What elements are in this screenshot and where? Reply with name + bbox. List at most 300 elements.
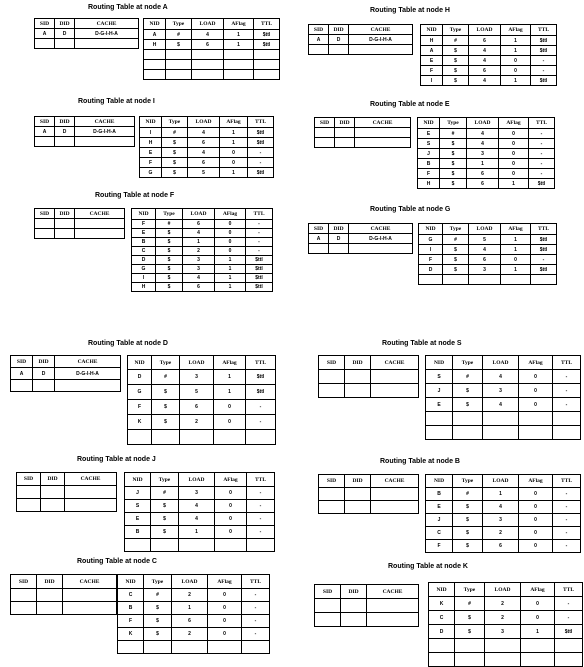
routing-cell: # <box>152 370 180 385</box>
routing-cell <box>192 70 224 80</box>
routing-cell: 0 <box>208 589 242 602</box>
cache-header: DID <box>345 356 371 370</box>
routing-cell: E <box>132 229 156 238</box>
cache-cell <box>345 501 371 514</box>
routing-cell <box>179 539 215 552</box>
routing-cell: 4 <box>188 148 220 158</box>
routing-cell <box>455 639 485 653</box>
routing-cell: H <box>421 36 443 46</box>
routing-cell <box>214 430 246 445</box>
routing-cell: $ttl <box>254 30 280 40</box>
node-c-cache-table <box>10 574 117 615</box>
routing-cell: 6 <box>188 158 220 168</box>
cache-cell <box>335 138 355 148</box>
routing-cell: $ttl <box>254 40 280 50</box>
routing-cell: H <box>132 283 156 292</box>
routing-cell: $ <box>156 256 183 265</box>
node-j-title: Routing Table at node J <box>77 456 156 463</box>
cache-header: SID <box>315 585 341 599</box>
cache-cell <box>35 137 55 147</box>
routing-header: AFlag <box>215 209 246 220</box>
node-i-cache-table <box>34 116 135 147</box>
node-c-routing-table <box>117 574 270 654</box>
routing-cell: $ttl <box>246 385 276 400</box>
routing-cell <box>224 60 254 70</box>
routing-header: AFlag <box>224 19 254 30</box>
routing-cell: - <box>246 400 276 415</box>
routing-header: AFlag <box>214 356 246 370</box>
routing-cell: 4 <box>483 398 519 412</box>
routing-cell: I <box>132 274 156 283</box>
routing-cell: $ <box>453 384 483 398</box>
routing-cell: - <box>529 169 555 179</box>
routing-cell: 0 <box>519 398 553 412</box>
routing-cell: 3 <box>485 625 521 639</box>
routing-cell: 2 <box>180 415 214 430</box>
routing-header: NID <box>128 356 152 370</box>
routing-header: LOAD <box>179 473 215 487</box>
routing-cell: 0 <box>220 158 248 168</box>
routing-cell: $ttl <box>246 265 273 274</box>
routing-cell: $ttl <box>531 235 557 245</box>
routing-cell: S <box>125 500 151 513</box>
routing-cell: 2 <box>485 597 521 611</box>
routing-cell: I <box>140 128 162 138</box>
routing-cell: 2 <box>172 628 208 641</box>
routing-cell: D <box>429 625 455 639</box>
node-d-title: Routing Table at node D <box>88 340 168 347</box>
routing-cell: E <box>426 501 453 514</box>
cache-cell: D-G-I-H-A <box>349 35 413 45</box>
routing-cell: H <box>418 179 440 189</box>
cache-header: SID <box>17 473 41 486</box>
routing-cell: 4 <box>469 46 501 56</box>
routing-header: TTL <box>555 583 583 597</box>
routing-header: TTL <box>248 117 274 128</box>
routing-cell: # <box>162 128 188 138</box>
routing-cell: 6 <box>469 255 501 265</box>
node-c-title: Routing Table at node C <box>77 558 157 565</box>
routing-header: TTL <box>246 356 276 370</box>
cache-cell <box>35 219 55 229</box>
routing-cell: $ <box>162 158 188 168</box>
routing-header: LOAD <box>192 19 224 30</box>
routing-cell: $ <box>443 265 469 275</box>
routing-cell: H <box>140 138 162 148</box>
node-s-routing-table <box>425 355 581 440</box>
routing-cell: 0 <box>499 159 529 169</box>
routing-cell: 2 <box>183 247 215 256</box>
routing-cell: - <box>553 398 581 412</box>
cache-cell <box>349 244 413 254</box>
routing-cell: 0 <box>519 527 553 540</box>
routing-cell: # <box>443 235 469 245</box>
node-f-title: Routing Table at node F <box>95 192 175 199</box>
routing-header: TTL <box>531 224 557 235</box>
routing-cell: A <box>421 46 443 56</box>
routing-cell: J <box>426 384 453 398</box>
cache-cell <box>75 137 135 147</box>
routing-cell: E <box>418 129 440 139</box>
routing-cell: C <box>429 611 455 625</box>
cache-cell: A <box>309 234 329 244</box>
cache-cell <box>319 370 345 384</box>
routing-header: Type <box>453 356 483 370</box>
cache-cell: A <box>309 35 329 45</box>
routing-cell <box>426 412 453 426</box>
routing-cell: B <box>125 526 151 539</box>
cache-cell: D <box>55 29 75 39</box>
cache-cell <box>355 138 411 148</box>
routing-cell: $ttl <box>246 256 273 265</box>
cache-cell <box>371 384 419 398</box>
routing-cell: $ <box>144 602 172 615</box>
cache-header: SID <box>319 475 345 488</box>
cache-header: SID <box>35 19 55 29</box>
routing-header: LOAD <box>172 575 208 589</box>
routing-cell: C <box>132 247 156 256</box>
routing-cell: E <box>426 398 453 412</box>
cache-cell <box>11 602 37 615</box>
routing-cell: $ <box>453 514 483 527</box>
routing-cell: $ <box>453 540 483 553</box>
routing-cell: E <box>140 148 162 158</box>
cache-header: CACHE <box>371 475 419 488</box>
routing-cell <box>429 653 455 667</box>
routing-cell: 0 <box>499 139 529 149</box>
routing-cell <box>215 539 247 552</box>
routing-cell: B <box>418 159 440 169</box>
routing-cell: - <box>247 487 275 500</box>
routing-cell: $ <box>156 238 183 247</box>
cache-cell <box>345 488 371 501</box>
routing-cell: 6 <box>183 283 215 292</box>
routing-cell: 4 <box>467 139 499 149</box>
routing-cell: 6 <box>192 40 224 50</box>
routing-cell: - <box>247 526 275 539</box>
routing-cell: $ <box>455 611 485 625</box>
cache-header: SID <box>35 209 55 219</box>
cache-header: DID <box>55 209 75 219</box>
routing-cell: $ <box>152 400 180 415</box>
cache-header: DID <box>335 118 355 128</box>
routing-header: Type <box>453 475 483 488</box>
routing-cell: F <box>418 169 440 179</box>
routing-cell <box>166 50 192 60</box>
routing-cell: - <box>553 540 581 553</box>
routing-cell: F <box>421 66 443 76</box>
routing-cell <box>521 639 555 653</box>
routing-cell: $ <box>443 245 469 255</box>
routing-cell: - <box>242 589 270 602</box>
routing-cell: J <box>125 487 151 500</box>
routing-cell: $ <box>152 385 180 400</box>
routing-cell <box>151 539 179 552</box>
cache-cell <box>75 229 125 239</box>
node-k-cache-table <box>314 584 419 627</box>
routing-cell: $ <box>166 40 192 50</box>
routing-cell <box>208 641 242 654</box>
routing-cell: S <box>426 370 453 384</box>
routing-cell: 0 <box>215 238 246 247</box>
routing-cell <box>426 426 453 440</box>
routing-cell <box>125 539 151 552</box>
routing-header: NID <box>118 575 144 589</box>
routing-cell: - <box>531 66 557 76</box>
routing-cell: $ttl <box>531 265 557 275</box>
routing-header: TTL <box>529 118 555 129</box>
routing-cell: 4 <box>179 500 215 513</box>
routing-cell: J <box>418 149 440 159</box>
routing-cell: $ttl <box>246 274 273 283</box>
cache-cell <box>315 128 335 138</box>
routing-cell: 1 <box>501 245 531 255</box>
routing-header: TTL <box>531 25 557 36</box>
routing-cell: $ <box>455 625 485 639</box>
routing-cell: - <box>246 238 273 247</box>
cache-cell <box>35 39 55 49</box>
cache-cell <box>55 380 121 392</box>
routing-cell: F <box>128 400 152 415</box>
routing-cell: F <box>118 615 144 628</box>
cache-header: CACHE <box>75 209 125 219</box>
routing-cell: $ <box>152 415 180 430</box>
routing-cell: $ <box>453 398 483 412</box>
cache-header: DID <box>341 585 367 599</box>
routing-cell: 3 <box>183 256 215 265</box>
routing-cell: - <box>529 129 555 139</box>
node-a-cache-table <box>34 18 139 49</box>
cache-header: SID <box>35 117 55 127</box>
routing-cell: 4 <box>483 501 519 514</box>
routing-cell <box>453 412 483 426</box>
node-b-cache-table <box>318 474 419 514</box>
routing-cell <box>144 641 172 654</box>
cache-header: CACHE <box>349 25 413 35</box>
routing-header: Type <box>166 19 192 30</box>
routing-cell <box>180 430 214 445</box>
node-e-title: Routing Table at node E <box>370 101 450 108</box>
cache-cell <box>345 370 371 384</box>
cache-header: CACHE <box>65 473 117 486</box>
cache-cell <box>329 244 349 254</box>
routing-cell: # <box>455 597 485 611</box>
cache-cell <box>41 486 65 499</box>
cache-cell <box>329 45 349 55</box>
cache-cell <box>355 128 411 138</box>
routing-cell: F <box>140 158 162 168</box>
routing-header: TTL <box>246 209 273 220</box>
cache-cell <box>33 380 55 392</box>
routing-header: NID <box>429 583 455 597</box>
node-k-routing-table <box>428 582 583 667</box>
routing-header: Type <box>443 25 469 36</box>
routing-cell <box>521 653 555 667</box>
cache-cell <box>345 384 371 398</box>
routing-header: NID <box>140 117 162 128</box>
cache-cell <box>41 499 65 512</box>
cache-cell: D-G-I-H-A <box>75 29 139 39</box>
routing-cell: 3 <box>183 265 215 274</box>
routing-cell: - <box>247 513 275 526</box>
routing-cell: 0 <box>215 220 246 229</box>
routing-cell: $ttl <box>531 46 557 56</box>
routing-cell: 1 <box>224 30 254 40</box>
routing-cell <box>152 430 180 445</box>
cache-header: CACHE <box>371 356 419 370</box>
cache-cell <box>315 599 341 613</box>
routing-cell: 0 <box>519 488 553 501</box>
routing-cell: - <box>248 158 274 168</box>
routing-cell: $ <box>156 274 183 283</box>
routing-cell: # <box>156 220 183 229</box>
node-s-title: Routing Table at node S <box>382 340 462 347</box>
cache-cell: D <box>55 127 75 137</box>
routing-cell <box>429 639 455 653</box>
routing-cell: F <box>132 220 156 229</box>
routing-cell: $ <box>440 179 467 189</box>
cache-cell <box>371 488 419 501</box>
node-b-routing-table <box>425 474 581 553</box>
cache-header: SID <box>11 575 37 589</box>
routing-cell: 4 <box>483 370 519 384</box>
cache-header: SID <box>315 118 335 128</box>
node-j-routing-table <box>124 472 275 552</box>
cache-header: DID <box>37 575 63 589</box>
routing-cell: 0 <box>501 56 531 66</box>
cache-cell <box>11 589 37 602</box>
routing-cell: 4 <box>183 274 215 283</box>
routing-header: NID <box>419 224 443 235</box>
routing-cell: - <box>247 500 275 513</box>
routing-cell: 1 <box>215 265 246 274</box>
routing-cell <box>254 60 280 70</box>
routing-cell <box>443 275 469 285</box>
routing-cell <box>453 426 483 440</box>
routing-header: Type <box>151 473 179 487</box>
routing-cell: 0 <box>215 487 247 500</box>
cache-cell <box>17 486 41 499</box>
routing-cell: - <box>242 615 270 628</box>
routing-header: NID <box>426 475 453 488</box>
routing-header: Type <box>162 117 188 128</box>
routing-cell: F <box>426 540 453 553</box>
routing-cell: - <box>529 139 555 149</box>
routing-cell: C <box>118 589 144 602</box>
routing-cell: 3 <box>179 487 215 500</box>
routing-cell: 0 <box>208 628 242 641</box>
routing-cell: G <box>128 385 152 400</box>
routing-cell: $ <box>440 139 467 149</box>
routing-cell: - <box>248 148 274 158</box>
routing-cell: G <box>419 235 443 245</box>
routing-cell: 5 <box>188 168 220 178</box>
routing-cell: 3 <box>180 370 214 385</box>
routing-cell: - <box>246 220 273 229</box>
routing-header: AFlag <box>501 224 531 235</box>
routing-cell <box>483 412 519 426</box>
routing-cell: 1 <box>224 40 254 50</box>
cache-cell <box>55 39 75 49</box>
routing-cell <box>531 275 557 285</box>
routing-cell: 1 <box>179 526 215 539</box>
routing-header: AFlag <box>208 575 242 589</box>
routing-header: NID <box>132 209 156 220</box>
routing-cell: 6 <box>188 138 220 148</box>
routing-cell: - <box>242 602 270 615</box>
routing-cell: - <box>246 415 276 430</box>
routing-cell <box>254 50 280 60</box>
routing-cell: 0 <box>215 526 247 539</box>
routing-cell: $ <box>151 513 179 526</box>
routing-header: Type <box>440 118 467 129</box>
routing-cell: # <box>151 487 179 500</box>
routing-cell: 1 <box>220 138 248 148</box>
cache-cell <box>319 384 345 398</box>
cache-cell <box>35 229 55 239</box>
routing-cell: $ <box>440 149 467 159</box>
routing-cell <box>192 60 224 70</box>
routing-cell: - <box>531 56 557 66</box>
routing-cell: 6 <box>172 615 208 628</box>
routing-cell: 3 <box>467 149 499 159</box>
node-g-title: Routing Table at node G <box>370 206 451 213</box>
routing-cell: 1 <box>214 370 246 385</box>
routing-cell: 4 <box>188 128 220 138</box>
routing-cell <box>224 50 254 60</box>
cache-cell <box>55 137 75 147</box>
routing-cell: $ <box>453 527 483 540</box>
routing-cell: 2 <box>172 589 208 602</box>
routing-header: LOAD <box>483 475 519 488</box>
routing-header: NID <box>421 25 443 36</box>
routing-cell: 1 <box>214 385 246 400</box>
routing-cell <box>483 426 519 440</box>
routing-cell: 4 <box>179 513 215 526</box>
node-e-cache-table <box>314 117 411 148</box>
routing-cell <box>485 639 521 653</box>
routing-cell: S <box>418 139 440 149</box>
routing-cell: - <box>553 514 581 527</box>
routing-cell: $ <box>156 247 183 256</box>
cache-cell <box>341 613 367 627</box>
cache-header: SID <box>309 224 329 234</box>
routing-cell: K <box>118 628 144 641</box>
routing-cell: - <box>553 488 581 501</box>
routing-cell: 2 <box>485 611 521 625</box>
routing-cell: F <box>419 255 443 265</box>
routing-header: NID <box>418 118 440 129</box>
routing-cell: $ <box>156 265 183 274</box>
cache-header: CACHE <box>367 585 419 599</box>
cache-cell <box>63 589 117 602</box>
cache-cell <box>371 501 419 514</box>
routing-cell: # <box>453 370 483 384</box>
routing-cell: 0 <box>519 514 553 527</box>
routing-cell: 0 <box>501 66 531 76</box>
routing-cell <box>247 539 275 552</box>
node-j-cache-table <box>16 472 117 512</box>
routing-cell: E <box>421 56 443 66</box>
routing-cell: $ <box>443 76 469 86</box>
routing-cell: A <box>144 30 166 40</box>
routing-cell: 0 <box>519 501 553 514</box>
cache-header: DID <box>41 473 65 486</box>
routing-cell: 3 <box>483 514 519 527</box>
routing-cell: $ttl <box>529 179 555 189</box>
routing-header: AFlag <box>499 118 529 129</box>
routing-cell: - <box>529 159 555 169</box>
